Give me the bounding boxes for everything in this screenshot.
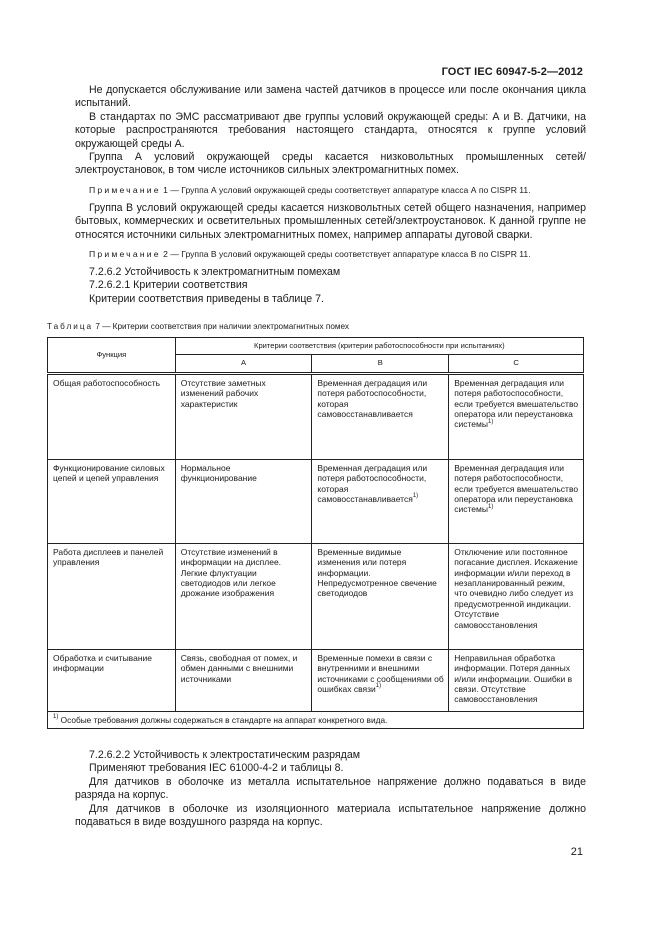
note-label: Примечание xyxy=(89,184,161,195)
paragraph: Для датчиков в оболочке из изоляционного материала испытательное напряжение должно подаваться в виде воздушного разряда на корпус. xyxy=(75,802,586,829)
note-label: Примечание xyxy=(89,249,161,260)
note-text: 1 — Группа А условий окружающей среды соответствует аппаратуре класса А по CISPR 11. xyxy=(160,184,531,195)
cell-c: Отключение или постоянное погасание дисплея. Искажение информации и/или переход в незапланированный режим, что очевидно либо следует из предусмотренной индикации. Отсутствие самовосстановления xyxy=(449,543,584,649)
footnote-mark: 1) xyxy=(53,714,59,721)
document-standard-header: ГОСТ IEC 60947-5-2—2012 xyxy=(441,66,583,78)
cell-b xyxy=(312,459,449,543)
table-row xyxy=(48,373,584,459)
cell-function: Обработка и считывание информации xyxy=(48,649,176,711)
note-text: 2 — Группа В условий окружающей среды соответствует аппаратуре класса В по CISPR 11. xyxy=(160,249,531,260)
subsection-heading: 7.2.6.2.2 Устойчивость к электростатическим разрядам xyxy=(89,749,361,761)
cell-b-text: Временные помехи в связи с внутренними и внешними источниками с сообщениями об ошибках связи xyxy=(317,652,444,695)
table-caption: 7 — Критерии соответствия при наличии электромагнитных помех xyxy=(93,322,349,331)
paragraph: Критерии соответствия приведены в таблице 7. xyxy=(89,292,324,305)
cell-b: Временные видимые изменения или потеря информации. Непредусмотренное свечение светодиодов xyxy=(312,543,449,649)
cell-function: Общая работоспособность xyxy=(48,373,176,459)
table-row xyxy=(48,459,584,543)
paragraph: Группа В условий окружающей среды касается низковольтных сетей общего назначения, например бытовых, коммерческих и осветительных промышленных сетей/электроустановок. К данной группе не относятся источники сильных электромагнитных помех, например аппараты дуговой сварки. xyxy=(75,201,586,241)
table-label: Таблица xyxy=(47,322,94,331)
note-2 xyxy=(75,248,586,260)
table-title xyxy=(47,322,349,331)
footnote-ref: 1) xyxy=(487,418,494,425)
intro-section xyxy=(75,84,586,306)
cell-b: Временная деградация или потеря работоспособности, которая самовосстанавливается xyxy=(312,373,449,459)
esd-section xyxy=(75,749,586,829)
header-function: Функция xyxy=(48,338,176,374)
table-footnote xyxy=(48,711,584,728)
cell-a: Отсутствие заметных изменений рабочих характеристик xyxy=(175,373,312,459)
cell-c xyxy=(449,373,584,459)
cell-b-text: Временная деградация или потеря работоспособности, которая самовосстанавливается xyxy=(317,462,428,505)
table-row xyxy=(48,543,584,649)
cell-a: Отсутствие изменений в информации на дисплее. Легкие флуктуации светодиодов или легкое дрожание изображения xyxy=(175,543,312,649)
paragraph: Для датчиков в оболочке из металла испытательное напряжение должно подаваться в виде разряда на корпус. xyxy=(75,775,586,802)
footnote-ref: 1) xyxy=(375,683,382,690)
footnote-ref: 1) xyxy=(412,493,419,500)
footnote-ref: 1) xyxy=(487,503,494,510)
paragraph: Группа А условий окружающей среды касается низковольтных промышленных сетей/электроустановок, в том числе источников сильных электромагнитных помех. xyxy=(75,151,586,177)
paragraph: Не допускается обслуживание или замена частей датчиков в процессе или после окончания цикла испытаний. xyxy=(75,84,586,110)
cell-function: Функционирование силовых цепей и цепей управления xyxy=(48,459,176,543)
section-heading: 7.2.6.2 Устойчивость к электромагнитным помехам xyxy=(89,266,341,279)
header-criteria-group: Критерии соответствия (критерии работоспособности при испытаниях) xyxy=(175,338,583,355)
cell-c xyxy=(449,459,584,543)
table-footnote-row xyxy=(48,711,584,728)
cell-a: Связь, свободная от помех, и обмен данными с внешними источниками xyxy=(175,649,312,711)
cell-function: Работа дисплеев и панелей управления xyxy=(48,543,176,649)
cell-c-text: Временная деградация или потеря работоспособности, если требуется вмешательство оператора или переустановка системы xyxy=(454,377,579,430)
paragraph: Применяют требования IEC 61000-4-2 и таблицы 8. xyxy=(89,762,344,775)
footnote-text: Особые требования должны содержаться в стандарте на аппарат конкретного вида. xyxy=(58,714,388,725)
cell-c-text: Временная деградация или потеря работоспособности, если требуется вмешательство оператора или переустановка системы xyxy=(454,462,579,515)
header-criterion-c: C xyxy=(449,355,584,373)
header-criterion-a: A xyxy=(175,355,312,373)
paragraph: В стандартах по ЭМС рассматривают две группы условий окружающей среды: А и В. Датчики, на которые распространяются требования настоящего стандарта, относятся к группе условий окружающей среды А. xyxy=(75,110,586,150)
cell-a: Нормальное функционирование xyxy=(175,459,312,543)
note-1 xyxy=(75,184,586,196)
page-number: 21 xyxy=(570,846,583,858)
subsection-heading: 7.2.6.2.1 Критерии соответствия xyxy=(89,279,248,292)
criteria-table xyxy=(47,337,584,729)
table-row xyxy=(48,649,584,711)
header-criterion-b: B xyxy=(312,355,449,373)
cell-b xyxy=(312,649,449,711)
cell-c: Неправильная обработка информации. Потеря данных и/или информации. Ошибки в связи. Отсутствие самовосстановления xyxy=(449,649,584,711)
